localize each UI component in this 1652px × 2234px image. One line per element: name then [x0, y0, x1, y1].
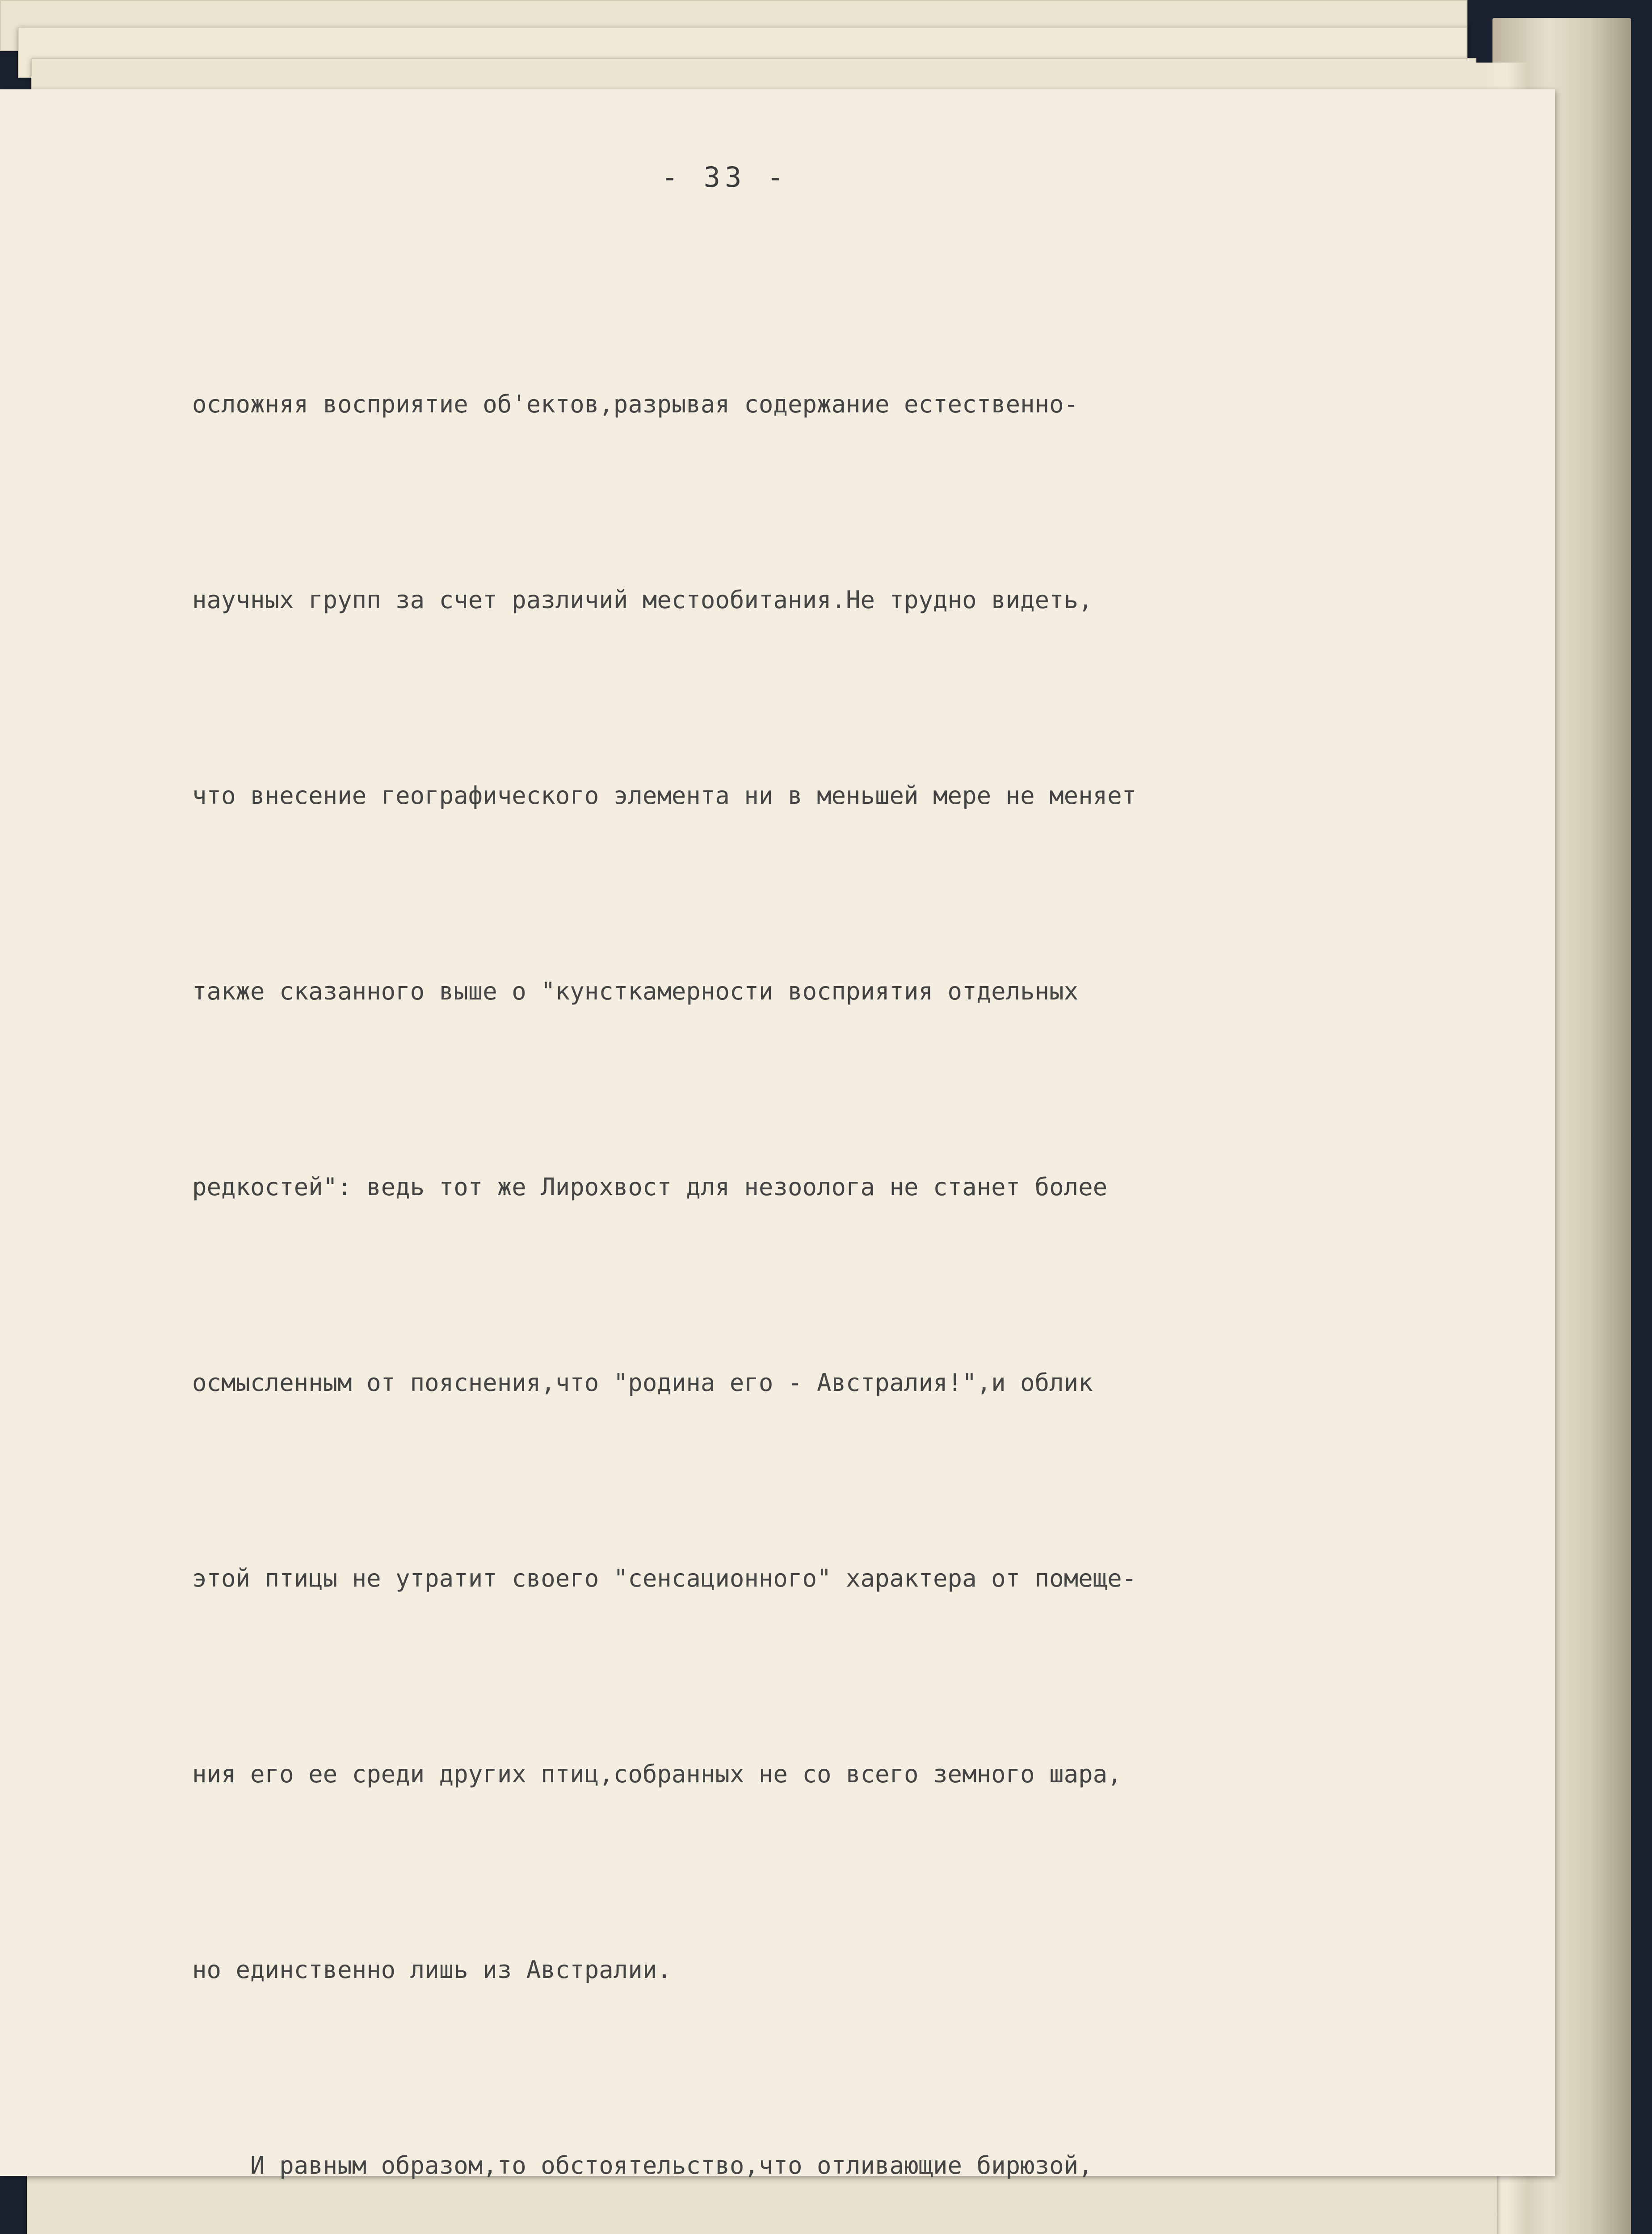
- text-line: ния его ее среди других птиц,собранных не со всего земного шара,: [192, 1760, 1122, 1788]
- text-line: но единственно лишь из Австралии.: [192, 1956, 672, 1984]
- text-line: И равным образом,то обстоятельство,что отливающие бирюзой,: [192, 2151, 1093, 2179]
- page-number: - 33 -: [661, 161, 788, 193]
- text-line: также сказанного выше о "кунсткамерности восприятия отдельных: [192, 977, 1079, 1005]
- text-line: редкостей": ведь тот же Лирохвост для незоолога не станет более: [192, 1173, 1108, 1201]
- text-line: осмысленным от пояснения,что "родина его - Австралия!",и облик: [192, 1369, 1093, 1397]
- text-line: этой птицы не утратит своего "сенсационного" характера от помеще-: [192, 1564, 1137, 1592]
- text-line: что внесение географического элемента ни в меньшей мере не меняет: [192, 781, 1137, 810]
- body-text: [192, 241, 1524, 2234]
- text-line: осложняя восприятие об'ектов,разрывая содержание естественно-: [192, 390, 1079, 418]
- text-line: научных групп за счет различий местообитания.Не трудно видеть,: [192, 586, 1093, 614]
